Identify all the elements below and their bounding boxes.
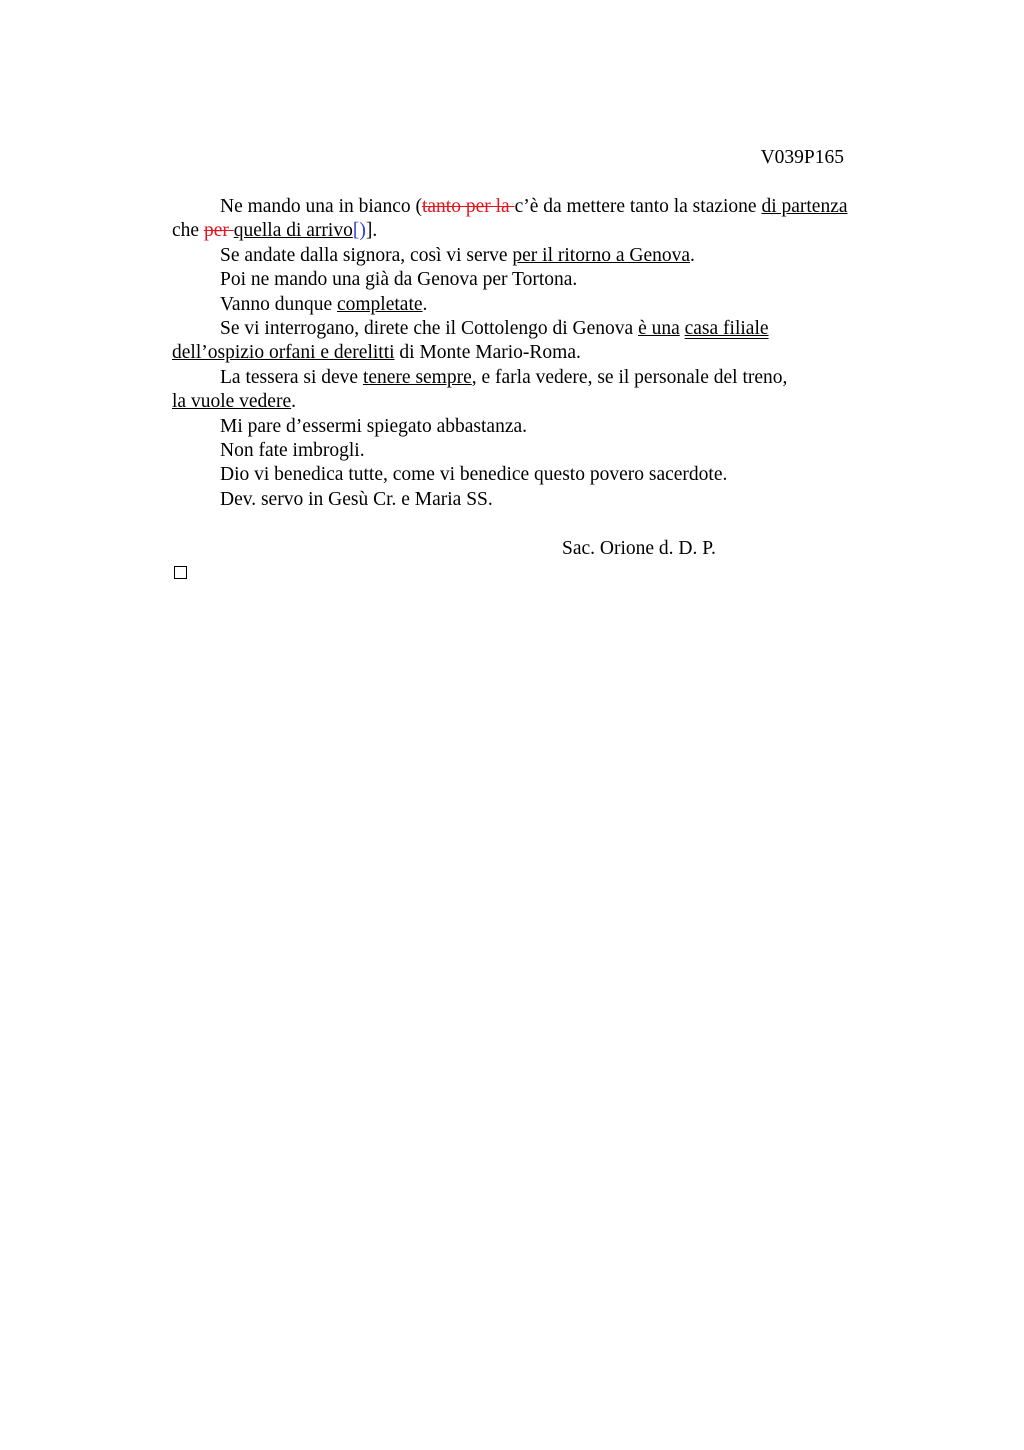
underlined-text: tenere sempre	[362, 366, 472, 388]
paragraph-1	[172, 195, 892, 219]
text-run: ].	[365, 220, 378, 242]
closing-line: Dev. servo in Gesù Cr. e Maria SS.	[220, 488, 493, 510]
double-underlined-text: casa filiale	[684, 318, 769, 340]
text-run: che	[172, 220, 204, 242]
underlined-text: per il ritorno a Genova	[512, 244, 691, 266]
underlined-text: la vuole vedere	[172, 391, 292, 413]
page-id: V039P165	[760, 147, 844, 168]
text-run: Se vi interrogano, direte che il Cottolengo di Genova	[220, 318, 639, 340]
paragraph-6	[172, 366, 892, 390]
paragraph-6-continuation	[172, 390, 892, 414]
paragraph-3: Poi ne mando una già da Genova per Tortona.	[220, 269, 578, 291]
editorial-bracket: [	[352, 220, 360, 242]
end-of-document-box-icon	[174, 566, 187, 579]
text-run: Vanno dunque	[220, 293, 337, 315]
text-run: .	[422, 293, 428, 315]
underlined-text: completate	[336, 293, 423, 315]
text-run: di Monte Mario-Roma.	[394, 342, 581, 364]
letter-body	[172, 195, 892, 512]
underlined-text: quella di arrivo	[233, 220, 353, 242]
signature: Sac. Orione d. D. P.	[562, 538, 716, 559]
text-run: .	[690, 244, 695, 266]
deleted-text: tanto per la	[421, 196, 515, 217]
text-run: Ne mando una in bianco (	[220, 196, 422, 217]
paragraph-5	[172, 317, 892, 341]
paragraph-1-continuation	[172, 219, 892, 243]
underlined-text: di partenza	[761, 196, 848, 217]
paragraph-4	[172, 293, 892, 317]
editorial-parenthesis: )	[359, 220, 366, 242]
text-run: , e farla vedere, se il personale del treno,	[471, 366, 788, 388]
text-run: Se andate dalla signora, così vi serve	[220, 244, 513, 266]
paragraph-8: Non fate imbrogli.	[220, 440, 365, 462]
text-run: .	[291, 391, 296, 413]
text-run: La tessera si deve	[220, 366, 363, 388]
underlined-text: dell’ospizio orfani e derelitti	[172, 342, 395, 364]
paragraph-7: Mi pare d’essermi spiegato abbastanza.	[220, 415, 528, 437]
paragraph-5-continuation	[172, 341, 892, 365]
deleted-text: per	[203, 220, 234, 242]
underlined-text: è una	[638, 318, 680, 340]
text-run: c’è da mettere tanto la stazione	[514, 196, 762, 217]
paragraph-2	[172, 244, 892, 268]
paragraph-9: Dio vi benedica tutte, come vi benedice questo povero sacerdote.	[220, 464, 728, 486]
